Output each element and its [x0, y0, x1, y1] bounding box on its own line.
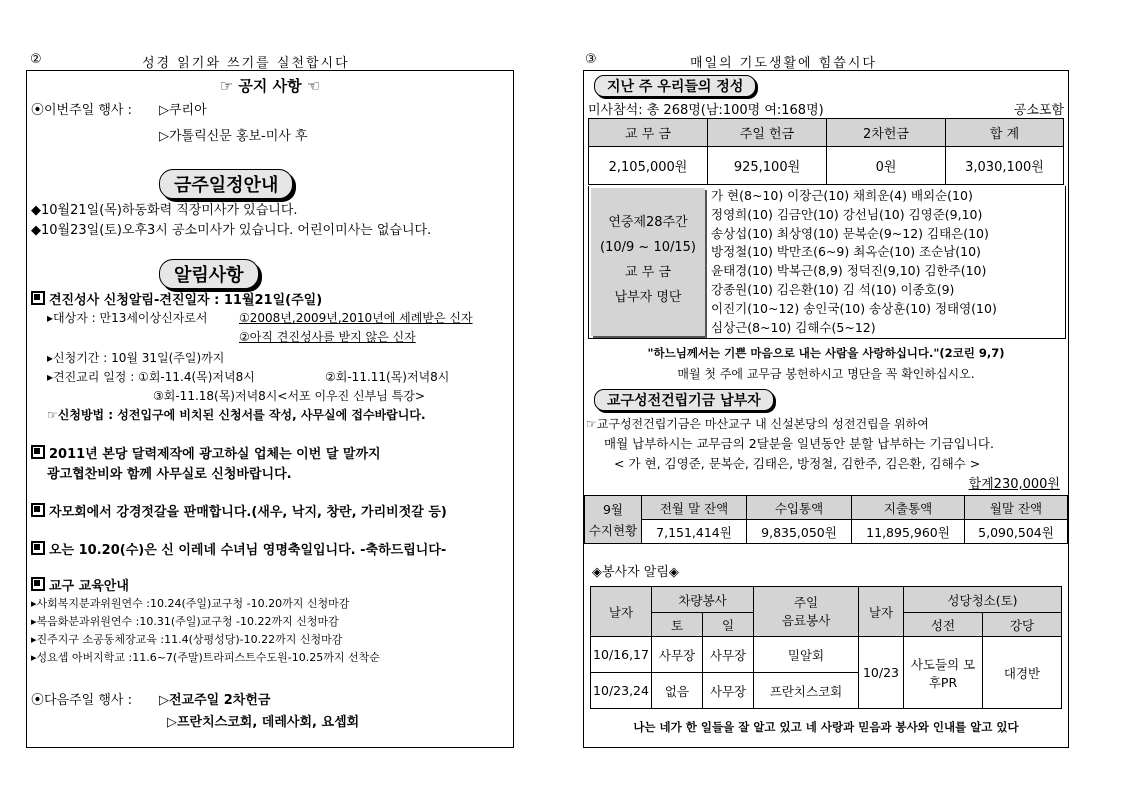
offering-header: 합 계 [946, 119, 1064, 147]
closing-verse: 나는 네가 한 일들을 잘 알고 있고 네 사랑과 믿음과 봉사와 인내를 알고 있다 [633, 720, 1019, 734]
volunteer-drink: 음료봉사 [781, 612, 831, 628]
volunteer-row-drink: 프란치스코회 [754, 673, 859, 709]
calendar-notice-1: 2011년 본당 달력제작에 광고하실 업체는 이번 달 말까지 [49, 447, 381, 462]
square-bullet-icon [31, 445, 45, 459]
volunteer-date-header: 날자 [591, 587, 652, 637]
edu-item-2: ▸복음화분과위원연수 :10.31(주일)교구청 -10.22까지 신청마감 [31, 615, 339, 628]
tithe-names-row: 이진기(10~12) 송인국(10) 송상훈(10) 정태영(10) [711, 300, 997, 316]
volunteer-car-header: 차량봉사 [652, 587, 754, 613]
finance-value: 5,090,504원 [965, 520, 1068, 544]
schedule-item-1: ◆10월21일(목)하동화력 직장미사가 있습니다. [31, 203, 298, 218]
offering-title: 지난 주 우리들의 정성 [594, 75, 756, 97]
tithe-names-row: 심상근(8~10) 김해수(5~12) [711, 319, 876, 335]
offering-header: 2차헌금 [827, 119, 946, 147]
volunteer-row-date: 10/16,17 [591, 637, 652, 673]
offering-value: 3,030,100원 [946, 147, 1064, 185]
next-week-label: ⦿다음주일 행사 : [31, 693, 132, 708]
finance-month: 9월 [602, 501, 624, 517]
square-bullet-icon [31, 291, 45, 305]
attendance: 미사참석: 총 268명(남:100명 여:168명) [588, 103, 824, 118]
calendar-notice-2: 광고협찬비와 함께 사무실로 신청바랍니다. [47, 467, 292, 482]
volunteer-sanctuary-header: 성전 [904, 613, 983, 637]
finance-header: 수입통액 [747, 496, 852, 520]
offering-header: 주일 헌금 [708, 119, 827, 147]
confirmation-edu-3: ③회-11.18(목)저녁8시<서포 이우진 신부님 특강> [153, 389, 425, 403]
tithe-names-row: 가 현(8~10) 이장근(10) 채희운(4) 배외순(10) [711, 188, 973, 203]
building-fund-names: < 가 현, 김영준, 문복순, 김태은, 방정철, 김한주, 김은환, 김해수 > [614, 456, 981, 471]
announce-title: 알림사항 [159, 259, 259, 289]
volunteer-row-sat: 사무장 [652, 637, 703, 673]
square-bullet-icon [31, 541, 45, 555]
finance-value: 7,151,414원 [642, 520, 747, 544]
building-fund-total: 합계230,000원 [968, 477, 1060, 492]
edu-item-4: ▸성요셉 아버지학교 :11.6~7(주말)트라피스트수도원-10.25까지 선착순 [31, 651, 380, 664]
tithe-box [588, 186, 1066, 339]
finance-value: 11,895,960원 [852, 520, 965, 544]
finance-table [584, 495, 1068, 544]
confirmation-method: ☞신청방법 : 성전입구에 비치된 신청서를 작성, 사무실에 접수바랍니다. [47, 408, 426, 422]
confirmation-edu-2: ②회-11.11(목)저녁8시 [325, 370, 450, 384]
volunteer-row-drink: 밀알회 [754, 637, 859, 673]
tithe-names-row: 강종원(10) 김은환(10) 김 석(10) 이종호(9) [711, 281, 955, 297]
schedule-item-2: ◆10월23일(토)오후3시 공소미사가 있습니다. 어린이미사는 없습니다. [31, 223, 432, 238]
volunteer-clean-hall: 대경반 [983, 637, 1062, 709]
volunteer-clean-date: 10/23 [859, 637, 904, 709]
tithe-names [711, 187, 997, 337]
volunteer-sunday: 주일 [793, 594, 819, 610]
volunteer-title: ◈봉사자 알림◈ [592, 565, 679, 580]
volunteer-clean-header: 성당청소(토) [904, 587, 1062, 613]
tithe-names-row: 정영희(10) 김금안(10) 강선님(10) 김영준(9,10) [711, 206, 983, 222]
notice-title: ☞ 공지 사항 ☜ [219, 77, 321, 95]
tithe-range: (10/9 ~ 10/15) [600, 240, 696, 255]
finance-header: 전월 말 잔액 [642, 496, 747, 520]
tithe-list-label: 납부자 명단 [614, 290, 682, 305]
building-fund-title: 교구성전건립기금 납부자 [594, 389, 774, 411]
edu-item-1: ▸사회복지분과위원연수 :10.24(주일)교구청 -10.20까지 신청마감 [31, 597, 350, 610]
offering-value: 0원 [827, 147, 946, 185]
volunteer-row-date: 10/23,24 [591, 673, 652, 709]
tithe-names-row: 방정철(10) 박만조(6~9) 최옥순(10) 조순남(10) [711, 244, 981, 260]
volunteer-row-sun: 사무장 [703, 673, 754, 709]
volunteer-hall-header: 강당 [983, 613, 1062, 637]
finance-header: 지출통액 [852, 496, 965, 520]
next-week-item-1: ▷전교주일 2차헌금 [159, 693, 271, 708]
volunteer-clean-sanctuary: 사도들의 모후PR [904, 637, 983, 709]
volunteer-row-sun: 사무장 [703, 637, 754, 673]
left-panel [26, 70, 514, 748]
volunteer-table [590, 586, 1062, 709]
building-fund-desc-1: ☞교구성전건립기금은 마산교구 내 신설본당의 성전건립을 위하여 [586, 417, 929, 431]
square-bullet-icon [31, 577, 45, 591]
offering-value: 2,105,000원 [589, 147, 708, 185]
finance-status: 수지현황 [588, 522, 638, 538]
confirmation-title: 견진성사 신청알림-견진일자 : 11월21일(주일) [49, 293, 323, 308]
confirmation-target-2: ②아직 견진성사를 받지 않은 신자 [239, 330, 416, 344]
this-week-item-2: ▷가톨릭신문 홍보-미사 후 [159, 129, 308, 144]
next-week-item-2: ▷프란치스코회, 데레사회, 요셉회 [167, 715, 360, 730]
finance-label [585, 496, 642, 544]
volunteer-row-sat: 없음 [652, 673, 703, 709]
offering-header: 교 무 금 [589, 119, 708, 147]
this-week-item-1: ▷쿠리아 [159, 103, 207, 118]
offering-table [588, 118, 1064, 185]
tithe-label [591, 188, 705, 336]
volunteer-date-header-2: 날자 [859, 587, 904, 637]
edu-title: 교구 교육안내 [49, 579, 129, 594]
building-fund-desc-2: 매월 납부하시는 교무금의 2달분을 일년동안 분할 납부하는 기금입니다. [604, 436, 994, 451]
page-number-left: ② [30, 52, 42, 67]
verse-note: 매월 첫 주에 교무금 봉헌하시고 명단을 꼭 확인하십시오. [677, 367, 975, 381]
mothers-notice: 자모회에서 강경젓갈을 판매합니다.(새우, 낙지, 창란, 가리비젓갈 등) [49, 505, 447, 520]
confirmation-target-1: ①2008년,2009년,2010년에 세례받은 신자 [239, 311, 473, 325]
confirmation-target-label: ▸대상자 : 만13세이상신자로서 [47, 311, 208, 325]
edu-item-3: ▸진주지구 소공동체장교육 :11.4(상평성당)-10.22까지 신청마감 [31, 633, 343, 646]
finance-header: 월말 잔액 [965, 496, 1068, 520]
volunteer-drink-header [754, 587, 859, 637]
right-panel [583, 70, 1069, 748]
sister-notice: 오는 10.20(수)은 신 이레네 수녀님 영명축일입니다. -축하드립니다- [49, 543, 447, 558]
left-page-header: 성경 읽기와 쓰기를 실천합시다 [142, 56, 350, 71]
volunteer-sat-header: 토 [652, 613, 703, 637]
finance-value: 9,835,050원 [747, 520, 852, 544]
bible-verse: "하느님께서는 기쁜 마음으로 내는 사람을 사랑하십니다."(2코린 9,7) [647, 346, 1005, 360]
offering-value: 925,100원 [708, 147, 827, 185]
volunteer-sun-header: 일 [703, 613, 754, 637]
confirmation-edu-1: ▸견진교리 일정 : ①회-11.4(목)저녁8시 [47, 370, 255, 384]
page-number-right: ③ [585, 52, 597, 67]
attendance-note: 공소포함 [1013, 103, 1064, 118]
tithe-names-row: 윤태경(10) 박복근(8,9) 정덕진(9,10) 김한주(10) [711, 263, 987, 279]
schedule-title: 금주일정안내 [159, 169, 293, 199]
tithe-week: 연중제28주간 [608, 215, 688, 230]
tithe-names-row: 송상섭(10) 최상영(10) 문복순(9~12) 김태은(10) [711, 225, 989, 241]
confirmation-period: ▸신청기간 : 10월 31일(주일)까지 [47, 351, 225, 365]
this-week-label: ⦿이번주일 행사 : [31, 103, 132, 118]
tithe-kind: 교 무 금 [625, 265, 671, 280]
square-bullet-icon [31, 503, 45, 517]
right-page-header: 매일의 기도생활에 힘씁시다 [690, 56, 877, 71]
